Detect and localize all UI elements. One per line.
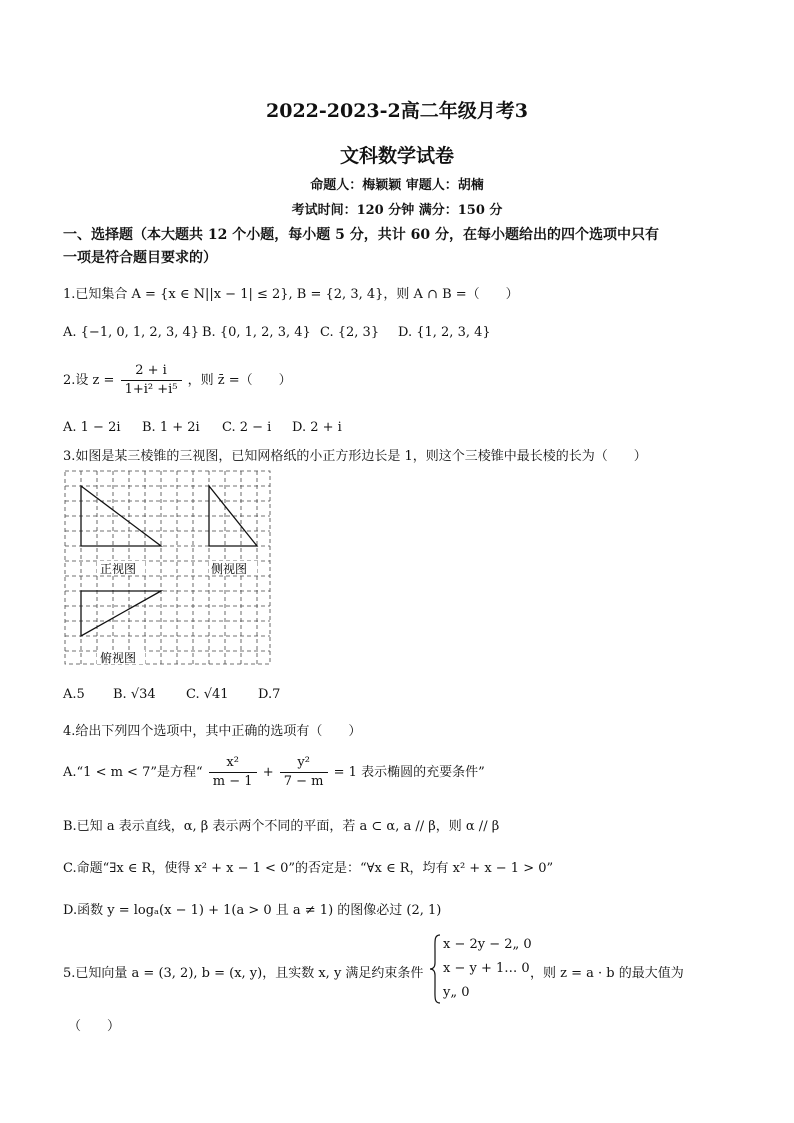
q3-option-b: B. √34 [113,687,156,702]
q2-suffix: ，则 z̄ =（ ） [187,373,292,388]
question-2 [63,362,292,399]
q2-numerator: 2 + i [121,362,182,381]
exam-info: 考试时间：120 分钟 满分：150 分 [291,203,503,218]
q4-option-c: C.命题“∃x ∈ R，使得 x² + x − 1 < 0”的否定是：“∀x ∈ R，均有 x² + x − 1 > 0” [63,861,554,876]
section-heading-line2: 一项是符合题目要求的） [63,250,217,266]
q2-option-d: D. 2 + i [292,420,342,435]
q2-denominator: 1+i² +i⁵ [124,382,178,397]
q3-option-a: A.5 [63,687,85,702]
question-3: 3.如图是某三棱锥的三视图，已知网格纸的小正方形边长是 1，则这个三棱锥中最长棱的长为（ ） [63,449,647,464]
q4a-plus: + [262,765,274,780]
q4a-frac1-num: x² [209,754,257,773]
q4a-frac2-num: y² [280,754,328,773]
front-view-label: 正视图 [100,562,137,576]
q2-fraction [121,362,182,399]
three-view-figure [64,470,272,666]
q5-constraint-1: x − 2y − 2„ 0 [443,937,532,952]
q5-constraint-3: y„ 0 [443,985,470,1000]
top-view-label: 俯视图 [100,651,137,665]
exam-title: 2022-2023-2高二年级月考3 [266,100,528,122]
q4-option-b: B.已知 a 表示直线，α, β 表示两个不同的平面，若 a ⊂ α, a // β，则 α // β [63,819,500,834]
q5-constraint-2: x − y + 1… 0 [443,961,530,976]
q2-option-a: A. 1 − 2i [63,420,121,435]
q4-option-a [63,754,485,791]
q2-prefix: 2.设 z = [63,373,115,388]
side-view-label: 侧视图 [211,562,248,576]
q1-option-d: D. {1, 2, 3, 4} [398,325,491,340]
question-4: 4.给出下列四个选项中，其中正确的选项有（ ） [63,724,362,739]
q5-suffix: ，则 z = a · b 的最大值为 [530,966,684,981]
exam-subtitle: 文科数学试卷 [339,145,454,167]
q3-option-d: D.7 [258,687,281,702]
top-view-shape [81,591,161,636]
exam-authors: 命题人：梅颖颖 审题人：胡楠 [310,178,484,193]
q4a-frac2-den: 7 − m [283,774,324,789]
section-heading-line1: 一、选择题（本大题共 12 个小题，每小题 5 分，共计 60 分，在每小题给出的四个选项中只有 [63,227,659,243]
q2-option-c: C. 2 − i [222,420,272,435]
q5-answer-blank: （ ） [68,1019,121,1034]
q5-prefix: 5.已知向量 a = (3, 2), b = (x, y)，且实数 x, y 满足约束条件 [63,966,424,981]
q3-option-c: C. √41 [186,687,229,702]
q4a-prefix: A.“1 < m < 7”是方程“ [63,765,203,780]
q4a-fraction-y [280,754,328,791]
constraint-brace-icon [428,933,442,1005]
q4a-fraction-x [209,754,257,791]
q1-option-c: C. {2, 3} [320,325,380,340]
q1-option-a: A. {−1, 0, 1, 2, 3, 4} [63,325,200,340]
q1-option-b: B. {0, 1, 2, 3, 4} [202,325,311,340]
q4-option-d: D.函数 y = logₐ(x − 1) + 1(a > 0 且 a ≠ 1) 的图像必过 (2, 1) [63,903,442,918]
q4a-frac1-den: m − 1 [212,774,253,789]
q2-option-b: B. 1 + 2i [142,420,200,435]
q4a-suffix: = 1 表示椭圆的充要条件” [333,765,485,780]
question-1: 1.已知集合 A = {x ∈ N||x − 1| ≤ 2}, B = {2, 3, 4}，则 A ∩ B =（ ） [63,287,519,302]
